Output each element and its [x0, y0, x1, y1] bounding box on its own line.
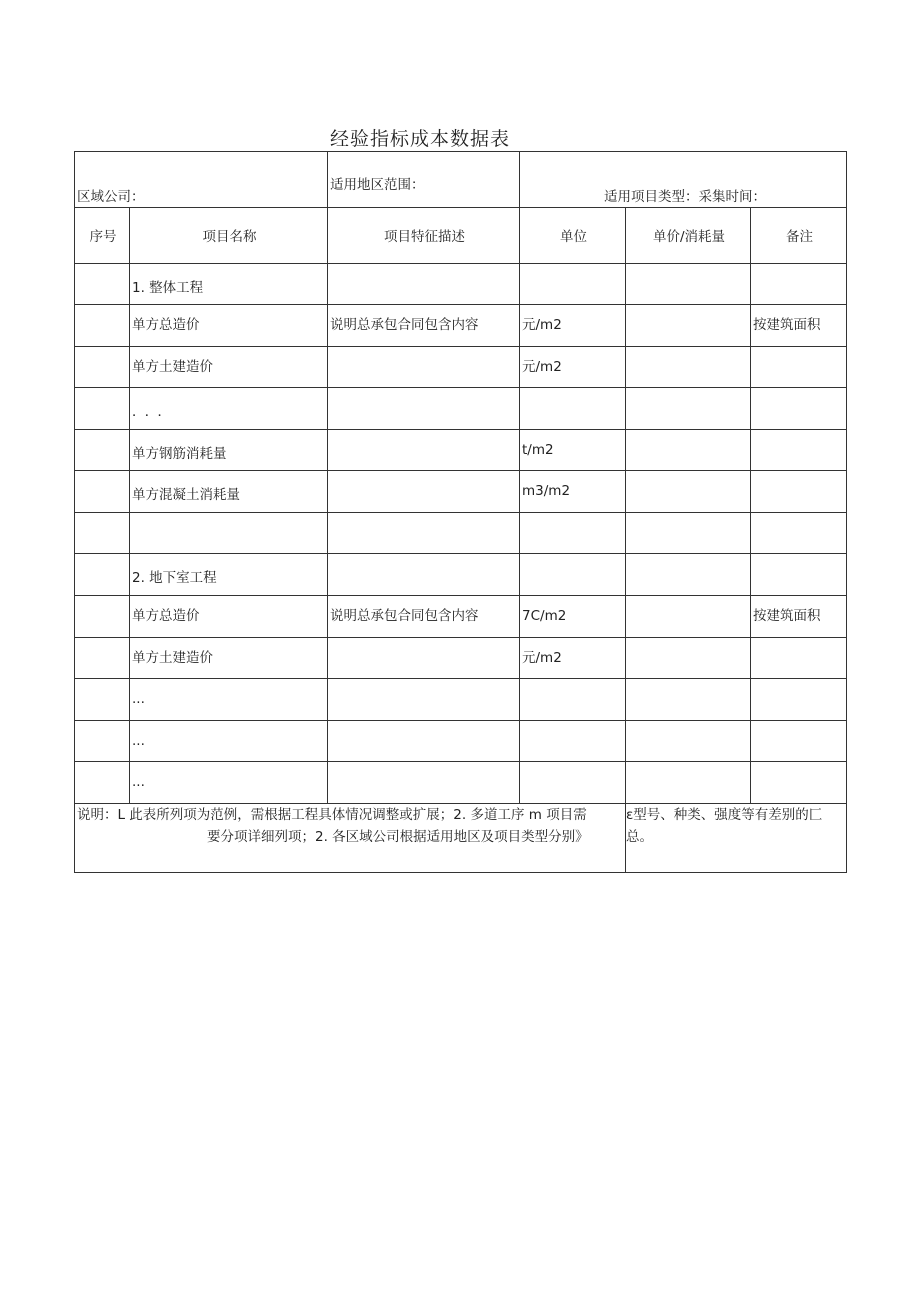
item-name: 单方钢筋消耗量 — [132, 445, 227, 462]
item-remark: 按建筑面积 — [753, 608, 821, 625]
desc-cell — [328, 263, 520, 305]
item-unit: 7C∕m2 — [522, 608, 567, 625]
desc-cell — [328, 388, 520, 430]
unit-cell — [520, 429, 626, 471]
item-name: ... — [132, 732, 145, 749]
index-cell — [75, 512, 130, 554]
table-row — [75, 637, 847, 679]
name-cell — [130, 679, 328, 721]
item-desc — [330, 264, 519, 274]
table-row — [75, 762, 847, 804]
region-cell — [75, 152, 328, 208]
price-cell — [626, 762, 751, 804]
index-cell — [75, 388, 130, 430]
table-row — [75, 512, 847, 554]
index-cell — [75, 305, 130, 347]
item-name: 单方土建造价 — [132, 649, 213, 666]
desc-cell — [328, 429, 520, 471]
unit-cell — [520, 596, 626, 638]
item-remark: 按建筑面积 — [753, 317, 821, 334]
scope-cell — [328, 152, 520, 208]
col-header-desc: 项目特征描述 — [328, 207, 520, 263]
item-desc — [330, 554, 519, 562]
price-cell — [626, 429, 751, 471]
index-cell — [75, 346, 130, 388]
desc-cell — [328, 346, 520, 388]
item-desc — [330, 430, 519, 442]
name-cell — [130, 346, 328, 388]
item-remark — [753, 430, 846, 442]
price-cell — [626, 263, 751, 305]
desc-cell — [328, 679, 520, 721]
note-line-3: ε型号、种类、强度等有差别的匚 — [626, 806, 823, 823]
name-cell — [130, 554, 328, 596]
index-cell — [75, 762, 130, 804]
name-cell — [130, 263, 328, 305]
item-name: 1. 整体工程 — [132, 279, 204, 296]
unit-cell — [520, 554, 626, 596]
name-cell — [130, 305, 328, 347]
remark-cell — [751, 388, 847, 430]
unit-cell — [520, 637, 626, 679]
name-cell — [130, 762, 328, 804]
item-unit — [522, 264, 625, 274]
table-row — [75, 388, 847, 430]
note-right-cell — [626, 803, 847, 872]
item-desc — [330, 638, 519, 646]
name-cell — [130, 471, 328, 513]
unit-cell — [520, 720, 626, 762]
desc-cell — [328, 512, 520, 554]
remark-cell — [751, 263, 847, 305]
item-unit — [522, 721, 625, 729]
name-cell — [130, 596, 328, 638]
table-row — [75, 720, 847, 762]
desc-cell — [328, 720, 520, 762]
type-time-cell — [520, 152, 847, 208]
price-cell — [626, 720, 751, 762]
desc-cell — [328, 471, 520, 513]
item-unit: 元/m2 — [522, 317, 562, 334]
desc-cell — [328, 305, 520, 347]
index-cell — [75, 263, 130, 305]
col-header-index: 序号 — [75, 207, 130, 263]
item-unit — [522, 388, 625, 396]
note-left-cell — [75, 803, 626, 872]
item-desc — [330, 347, 519, 355]
unit-cell — [520, 512, 626, 554]
item-desc — [330, 513, 519, 521]
name-cell — [130, 720, 328, 762]
name-cell — [130, 512, 328, 554]
type-time-label: 适用项目类型：采集时间： — [604, 189, 766, 205]
desc-cell — [328, 596, 520, 638]
price-cell — [626, 554, 751, 596]
remark-cell — [751, 762, 847, 804]
item-name — [132, 513, 327, 521]
item-unit: 元/m2 — [522, 358, 562, 375]
item-unit — [522, 679, 625, 687]
desc-cell — [328, 554, 520, 596]
scope-label: 适用地区范围： — [330, 177, 425, 193]
table-row — [75, 471, 847, 513]
item-desc — [330, 762, 519, 770]
remark-cell — [751, 554, 847, 596]
price-cell — [626, 596, 751, 638]
note-row — [75, 803, 847, 872]
desc-cell — [328, 637, 520, 679]
name-cell — [130, 429, 328, 471]
name-cell — [130, 637, 328, 679]
item-name: 2. 地下室工程 — [132, 570, 217, 587]
index-cell — [75, 554, 130, 596]
price-cell — [626, 388, 751, 430]
table-row — [75, 596, 847, 638]
col-header-unit: 单位 — [520, 207, 626, 263]
col-header-name: 项目名称 — [130, 207, 328, 263]
remark-cell — [751, 471, 847, 513]
table-row — [75, 346, 847, 388]
item-unit: 元/m2 — [522, 649, 562, 666]
item-unit — [522, 762, 625, 770]
price-cell — [626, 305, 751, 347]
item-desc — [330, 471, 519, 483]
item-unit — [522, 554, 625, 562]
index-cell — [75, 471, 130, 513]
table-row — [75, 305, 847, 347]
item-unit — [522, 513, 625, 521]
document-title: 经验指标成本数据表 — [329, 128, 510, 150]
item-name: 单方总造价 — [132, 317, 200, 334]
item-name: 单方总造价 — [132, 608, 200, 625]
item-desc: 说明总承包合同包含内容 — [330, 608, 479, 625]
name-cell — [130, 388, 328, 430]
unit-cell — [520, 762, 626, 804]
item-name: 单方土建造价 — [132, 358, 213, 375]
index-cell — [75, 596, 130, 638]
desc-cell — [328, 762, 520, 804]
unit-cell — [520, 263, 626, 305]
remark-cell — [751, 429, 847, 471]
item-remark — [753, 388, 846, 396]
item-desc — [330, 721, 519, 729]
cost-data-table — [74, 151, 847, 873]
unit-cell — [520, 471, 626, 513]
table-row — [75, 554, 847, 596]
item-name: ... — [132, 691, 145, 708]
note-line-2: 要分项详细列项；2. 各区域公司根据适用地区及项目类型分别》 — [207, 828, 589, 845]
column-header-row — [75, 207, 847, 263]
item-name: ．．． — [132, 404, 177, 421]
item-remark — [753, 762, 846, 770]
item-remark — [753, 347, 846, 355]
item-remark — [753, 679, 846, 687]
item-remark — [753, 638, 846, 646]
item-unit: m3∕m2 — [522, 483, 571, 500]
remark-cell — [751, 512, 847, 554]
note-line-4: 总。 — [626, 828, 653, 845]
index-cell — [75, 720, 130, 762]
table-row — [75, 263, 847, 305]
table-row — [75, 679, 847, 721]
remark-cell — [751, 720, 847, 762]
index-cell — [75, 679, 130, 721]
unit-cell — [520, 388, 626, 430]
unit-cell — [520, 346, 626, 388]
header-info-row — [75, 152, 847, 208]
remark-cell — [751, 637, 847, 679]
table-row — [75, 429, 847, 471]
item-remark — [753, 471, 846, 483]
item-desc: 说明总承包合同包含内容 — [330, 317, 479, 334]
index-cell — [75, 637, 130, 679]
unit-cell — [520, 305, 626, 347]
price-cell — [626, 346, 751, 388]
price-cell — [626, 679, 751, 721]
item-remark — [753, 264, 846, 274]
item-desc — [330, 388, 519, 396]
item-name: 单方混凝土消耗量 — [132, 487, 240, 504]
item-desc — [330, 679, 519, 687]
region-label: 区域公司： — [77, 189, 145, 205]
index-cell — [75, 429, 130, 471]
note-line-1: 说明：L 此表所列项为范例，需根据工程具体情况调整或扩展；2. 多道工序 m 项目需 — [77, 806, 587, 823]
remark-cell — [751, 346, 847, 388]
col-header-price: 单价/消耗量 — [626, 207, 751, 263]
price-cell — [626, 512, 751, 554]
col-header-remark: 备注 — [751, 207, 847, 263]
item-remark — [753, 513, 846, 521]
item-unit: t∕m2 — [522, 441, 554, 458]
remark-cell — [751, 679, 847, 721]
remark-cell — [751, 305, 847, 347]
unit-cell — [520, 679, 626, 721]
remark-cell — [751, 596, 847, 638]
price-cell — [626, 637, 751, 679]
price-cell — [626, 471, 751, 513]
item-remark — [753, 721, 846, 729]
item-remark — [753, 554, 846, 562]
item-name: ... — [132, 774, 145, 791]
